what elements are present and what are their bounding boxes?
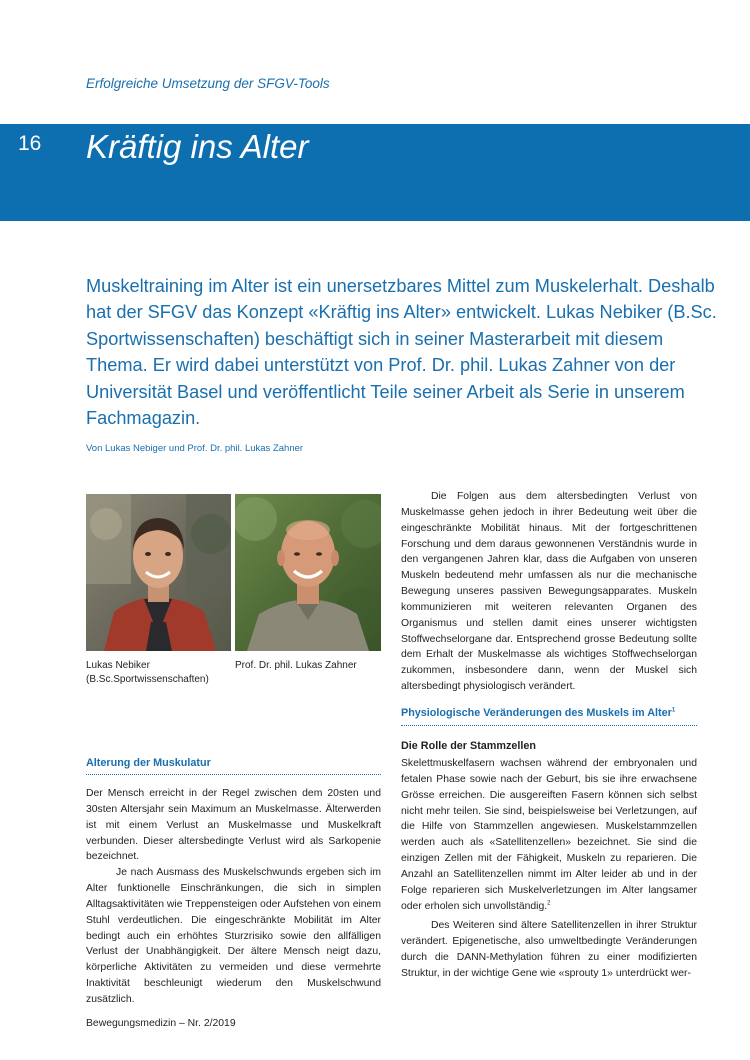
photo-lukas-nebiker bbox=[86, 494, 231, 651]
section-heading-physio: Physiologische Veränderungen des Muskels im Alter$^1$ bbox=[401, 707, 676, 719]
byline: Von Lukas Nebiger und Prof. Dr. phil. Lukas Zahner bbox=[86, 443, 304, 454]
body-left-column bbox=[86, 786, 381, 1008]
photo-caption-zahner: Prof. Dr. phil. Lukas Zahner bbox=[235, 660, 357, 671]
paragraph-intro: Die Folgen aus dem altersbedingten Verlust von Muskelmasse gehen jedoch in ihrer Bedeutung weit über die eingeschränkte Mobilität hinaus. Mit der fortgeschrittenen Forschung und dem daraus gewonnenen Verständnis wurde in den vergangenen Jahren klar, dass die Aufgaben von unseren Muskeln bedeutend mehr umfassen als nur die mechanische Bewegung unseres passiven Bewegungsapparates. Muskeln kommunizieren mit weiteren relevanten Organen des Organismus und stellen damit eines unserer wichtigsten Stoffwechselorgane dar. Entsprechend grosse Bedeutung sollte dem Erhalt der Muskelmasse als wichtiges Stoffwechselorgan zukommen, insbesondere dann, wenn der Muskel sich altersbedingt physiologisch verändert. bbox=[401, 491, 697, 693]
footnote-ref-2: 2 bbox=[547, 900, 551, 907]
paragraph-alterung-2: Je nach Ausmass des Muskelschwunds ergeben sich im Alter funktionelle Einschränkungen, die sich in simplen Alltagsaktivitäten wie Treppensteigen oder Aufstehen von einem Stuhl verdeutlichen. Die eingeschränkte Mobilität im Alter bedingt auch ein erhöhtes Sturzrisiko sowie den allfälligen Verlust der Unabhängigkeit. Der ältere Mensch neigt dazu, körperliche Aktivitäten zu vermeiden und diese vermehrte Inaktivität beschleunigt wiederum den Muskelschwund zusätzlich. bbox=[86, 867, 381, 1005]
page-title: Kräftig ins Alter bbox=[86, 128, 309, 165]
page-number: 16 bbox=[18, 132, 42, 155]
body-right-stammzellen bbox=[401, 756, 697, 982]
lead-paragraph: Muskeltraining im Alter ist ein unersetzbares Mittel zum Muskelerhalt. Deshalb hat der SFGV das Konzept «Kräftig ins Alter» entwickelt. Lukas Nebiker (B.Sc. Sportwissenschaften) beschäftigt sich in seiner Masterarbeit mit diesem Thema. Er wird dabei unterstützt von Prof. Dr. phil. Lukas Zahner von der Universität Basel und veröffentlicht Teile seiner Arbeit als Serie in unserem Fachmagazin. bbox=[86, 276, 717, 429]
section-rule-physio bbox=[401, 725, 697, 726]
paragraph-alterung-1: Der Mensch erreicht in der Regel zwischen dem 20sten und 30sten Altersjahr sein Maximum an Muskelmasse. Älterwerden ist mit einem Verlust an Muskelmasse und Muskelkraft verbunden. Dieser altersbedingte Verlust wird als Sarkopenie bezeichnet. bbox=[86, 788, 381, 863]
section-heading-alterung: Alterung der Muskulatur bbox=[86, 757, 211, 769]
kicker: Erfolgreiche Umsetzung der SFGV-Tools bbox=[86, 76, 330, 91]
footnote-ref-1: 1 bbox=[671, 707, 676, 714]
photo-lukas-zahner bbox=[235, 494, 381, 651]
section-rule-alterung bbox=[86, 774, 381, 775]
subheading-stammzellen: Die Rolle der Stammzellen bbox=[401, 740, 537, 752]
body-right-intro bbox=[401, 489, 697, 695]
paragraph-stammzellen-2: Des Weiteren sind ältere Satellitenzellen in ihrer Struktur verändert. Epigenetische, also umweltbedingte Veränderungen durch die DANN-Methylation führen zu einer modifizierten Struktur, in der wichtige Gene wie «sprouty 1» unterdrückt wer- bbox=[401, 920, 697, 979]
paragraph-stammzellen-1: Skelettmuskelfasern wachsen während der embryonalen und fetalen Phase sowie nach der Geburt, bis sie ihre erwachsene Grösse erreichen. Die ausgereiften Fasern können sich selbst nicht mehr teilen. Sie sind, beispielsweise bei Verletzungen, auf die Hilfe von Stammzellen angewiesen. Muskelstammzellen werden auch als «Satellitenzellen» bezeichnet. Sie sind die einzigen Zellen mit der Fähigkeit, Muskeln zu reparieren. Die Anzahl an Satellitenzellen nimmt im Alter leider ab und in der Folge reparieren sich Muskelverletzungen im Alter langsamer oder erholen sich unvollständig.$^2$ bbox=[401, 758, 697, 912]
photo-caption-nebiker: Lukas Nebiker (B.Sc.Sportwissenschaften) bbox=[86, 660, 209, 685]
page-footer: Bewegungsmedizin – Nr. 2/2019 bbox=[86, 1018, 236, 1029]
